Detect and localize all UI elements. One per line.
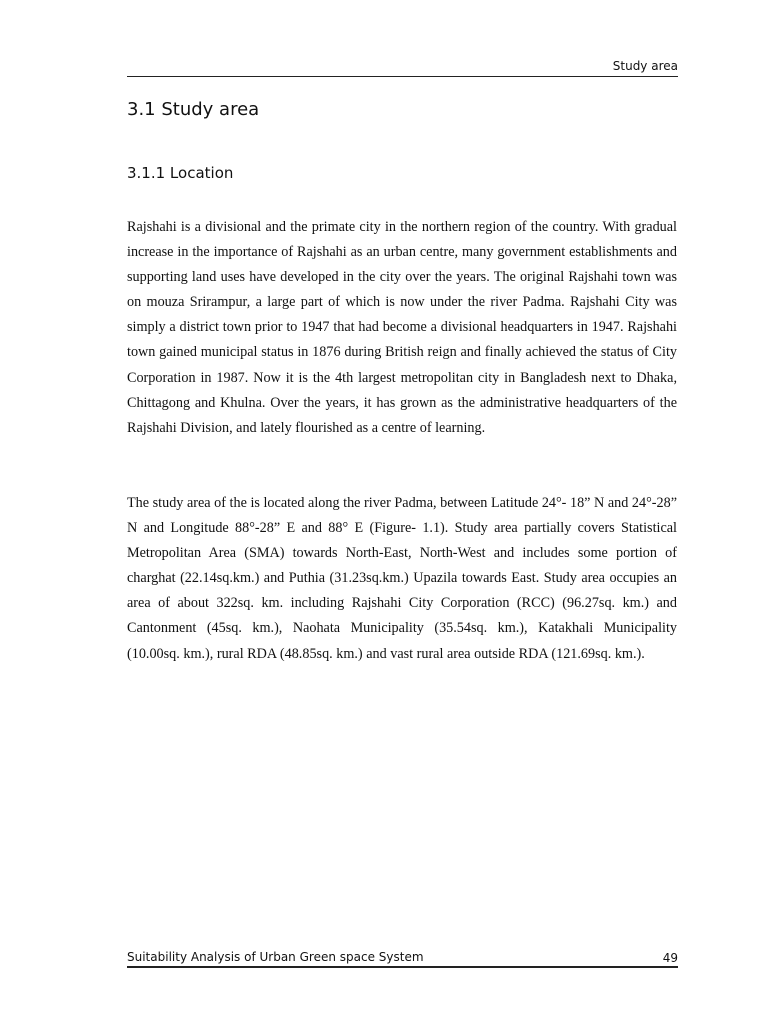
paragraph-study-area-extent: The study area of the is located along the river Padma, between Latitude 24°- 18” N and 24°-28” N and Longitude 88°-28” E and 88° E (Figure- 1.1). Study area partially covers Statistical Metropolitan Area (SMA) towards North-East, North-West and includes some portion of charghat (22.14sq.km.) and Puthia (31.23sq.km.) Upazila towards East. Study area occupies an area of about 322sq. km. including Rajshahi City Corporation (RCC) (96.27sq. km.) and Cantonment (45sq. km.), Naohata Municipality (35.54sq. km.), Katakhali Municipality (10.00sq. km.), rural RDA (48.85sq. km.) and vast rural area outside RDA (121.69sq. km.). xyxy=(127,495,677,662)
footer-document-title: Suitability Analysis of Urban Green space System xyxy=(127,950,424,964)
running-header: Study area xyxy=(127,59,678,77)
section-heading: 3.1 Study area xyxy=(127,99,260,120)
paragraph-location-intro: Rajshahi is a divisional and the primate city in the northern region of the country. With gradual increase in the importance of Rajshahi as an urban centre, many government establishments and supporting land uses have developed in the city over the years. The original Rajshahi town was on mouza Srirampur, a large part of which is now under the river Padma. Rajshahi City was simply a district town prior to 1947 that had become a divisional headquarters in 1947. Rajshahi town gained municipal status in 1876 during British reign and finally achieved the status of City Corporation in 1987. Now it is the 4th largest metropolitan city in Bangladesh next to Dhaka, Chittagong and Khulna. Over the years, it has grown as the administrative headquarters of the Rajshahi Division, and lately flourished as a centre of learning. xyxy=(127,219,677,436)
page-number: 49 xyxy=(662,951,678,965)
running-footer xyxy=(127,950,678,968)
subsection-heading: 3.1.1 Location xyxy=(127,164,234,182)
